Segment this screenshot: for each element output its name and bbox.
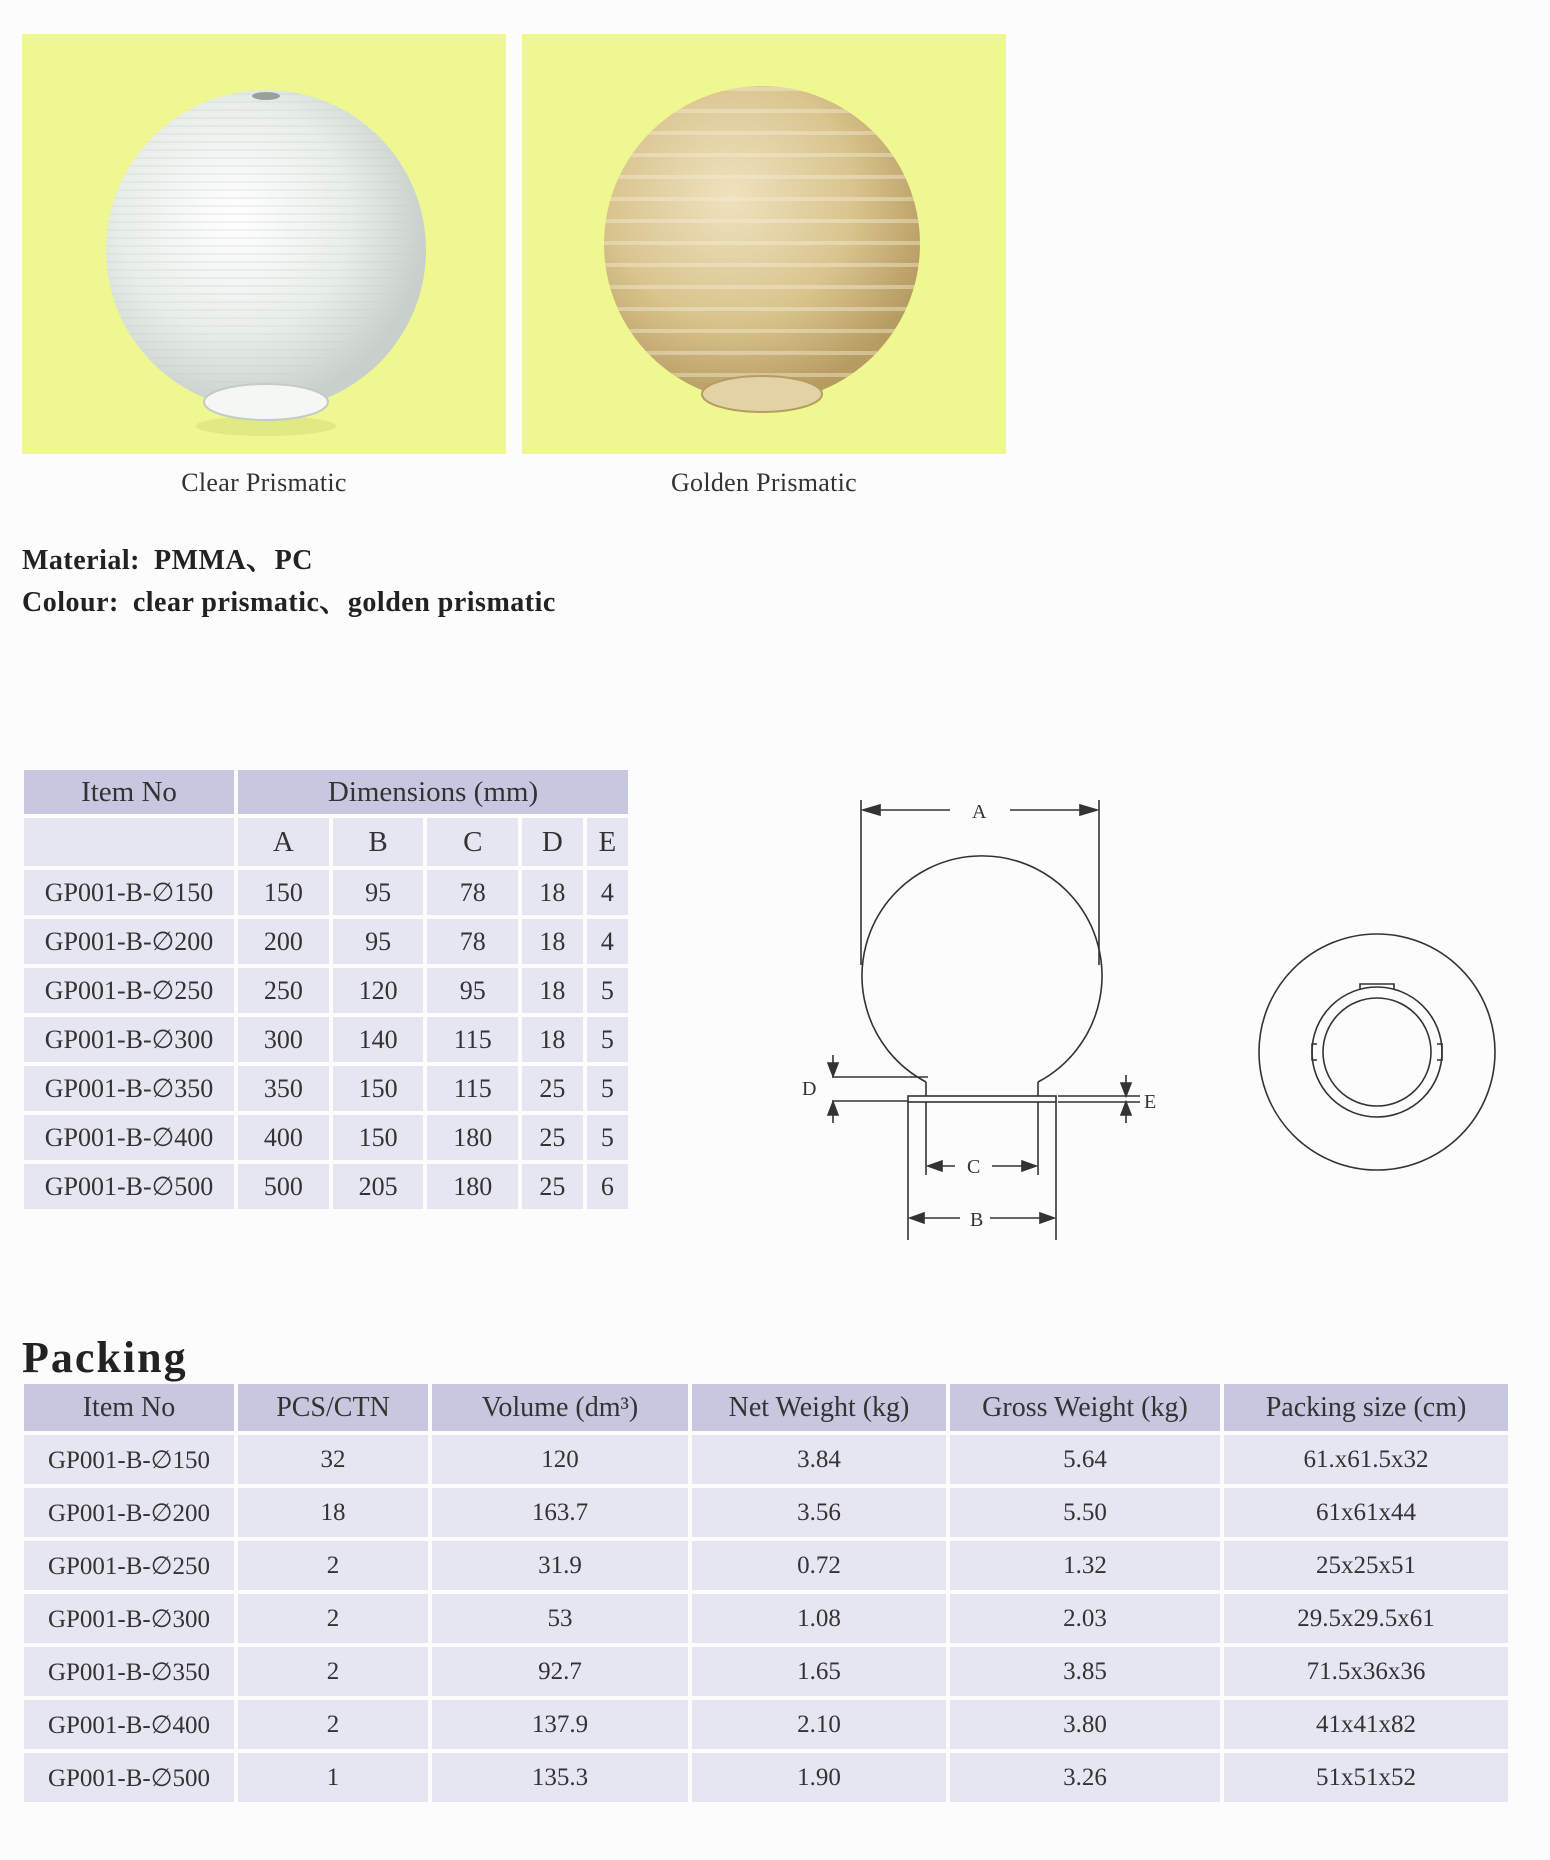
dim-e: 4	[587, 919, 628, 964]
label-e: E	[1144, 1091, 1157, 1113]
pack-volume: 163.7	[432, 1488, 688, 1537]
label-c: C	[967, 1156, 981, 1178]
dim-item-no: GP001-B-∅250	[24, 968, 234, 1013]
dim-header-item: Item No	[24, 770, 234, 814]
dim-col-a: A	[238, 818, 329, 866]
dim-a: 400	[238, 1115, 329, 1160]
table-row	[24, 1541, 1508, 1590]
pack-pcs: 1	[238, 1753, 428, 1802]
pack-net-weight: 1.65	[692, 1647, 946, 1696]
pack-header-net-weight: Net Weight (kg)	[692, 1384, 946, 1431]
packing-table	[20, 1380, 1512, 1806]
dim-c: 78	[427, 919, 518, 964]
pack-item-no: GP001-B-∅300	[24, 1594, 234, 1643]
pack-gross-weight: 1.32	[950, 1541, 1220, 1590]
dim-item-no: GP001-B-∅150	[24, 870, 234, 915]
dimensions-header-row	[24, 770, 628, 814]
golden-prismatic-caption: Golden Prismatic	[670, 468, 858, 497]
table-row	[24, 1488, 1508, 1537]
globe-side-view	[828, 800, 1140, 1240]
dim-d: 18	[522, 968, 582, 1013]
pack-header-packing-size: Packing size (cm)	[1224, 1384, 1508, 1431]
table-row	[24, 1435, 1508, 1484]
dim-d: 25	[522, 1066, 582, 1111]
clear-prismatic-caption: Clear Prismatic	[181, 468, 347, 497]
pack-header-pcs: PCS/CTN	[238, 1384, 428, 1431]
dim-d: 25	[522, 1115, 582, 1160]
dim-c: 115	[427, 1066, 518, 1111]
pack-item-no: GP001-B-∅200	[24, 1488, 234, 1537]
pack-size: 61x61x44	[1224, 1488, 1508, 1537]
dim-d: 25	[522, 1164, 582, 1209]
dim-col-d: D	[522, 818, 582, 866]
pack-volume: 92.7	[432, 1647, 688, 1696]
dim-e: 4	[587, 870, 628, 915]
dim-b: 150	[333, 1066, 424, 1111]
label-b: B	[970, 1209, 984, 1231]
pack-volume: 137.9	[432, 1700, 688, 1749]
dim-a: 200	[238, 919, 329, 964]
dim-a: 350	[238, 1066, 329, 1111]
dim-c: 180	[427, 1115, 518, 1160]
dim-col-e: E	[587, 818, 628, 866]
dim-item-no: GP001-B-∅350	[24, 1066, 234, 1111]
dim-a: 250	[238, 968, 329, 1013]
pack-pcs: 2	[238, 1541, 428, 1590]
pack-size: 71.5x36x36	[1224, 1647, 1508, 1696]
table-row	[24, 919, 628, 964]
material-value: PMMA、PC	[154, 545, 314, 576]
pack-size: 25x25x51	[1224, 1541, 1508, 1590]
table-row	[24, 1647, 1508, 1696]
dim-e: 5	[587, 968, 628, 1013]
dim-d: 18	[522, 919, 582, 964]
table-row	[24, 1115, 628, 1160]
dim-item-no: GP001-B-∅400	[24, 1115, 234, 1160]
colour-value: clear prismatic、golden prismatic	[132, 587, 556, 618]
pack-header-volume: Volume (dm³)	[432, 1384, 688, 1431]
table-row	[24, 1164, 628, 1209]
dim-item-no: GP001-B-∅200	[24, 919, 234, 964]
dim-c: 95	[427, 968, 518, 1013]
pack-item-no: GP001-B-∅400	[24, 1700, 234, 1749]
table-row	[24, 1594, 1508, 1643]
material-label: Material:	[22, 545, 140, 576]
dim-col-c: C	[427, 818, 518, 866]
dim-e: 6	[587, 1164, 628, 1209]
pack-pcs: 2	[238, 1594, 428, 1643]
pack-gross-weight: 3.26	[950, 1753, 1220, 1802]
pack-size: 61.x61.5x32	[1224, 1435, 1508, 1484]
pack-net-weight: 1.08	[692, 1594, 946, 1643]
pack-net-weight: 0.72	[692, 1541, 946, 1590]
dim-b: 150	[333, 1115, 424, 1160]
pack-size: 29.5x29.5x61	[1224, 1594, 1508, 1643]
globe-dimension-diagram	[780, 780, 1500, 1250]
table-row	[24, 968, 628, 1013]
dim-a: 150	[238, 870, 329, 915]
label-a: A	[972, 801, 987, 823]
dim-e: 5	[587, 1066, 628, 1111]
pack-gross-weight: 5.64	[950, 1435, 1220, 1484]
dim-e: 5	[587, 1115, 628, 1160]
pack-volume: 53	[432, 1594, 688, 1643]
pack-volume: 135.3	[432, 1753, 688, 1802]
dim-item-no: GP001-B-∅300	[24, 1017, 234, 1062]
table-row	[24, 870, 628, 915]
dim-subheader-empty	[24, 818, 234, 866]
golden-globe-photo	[522, 34, 1006, 454]
pack-volume: 31.9	[432, 1541, 688, 1590]
table-row	[24, 1700, 1508, 1749]
globe-bottom-view	[1259, 934, 1495, 1170]
pack-item-no: GP001-B-∅500	[24, 1753, 234, 1802]
dimensions-table	[20, 766, 632, 1213]
pack-pcs: 18	[238, 1488, 428, 1537]
pack-volume: 120	[432, 1435, 688, 1484]
table-row	[24, 1017, 628, 1062]
dim-c: 115	[427, 1017, 518, 1062]
clear-globe-illustration	[22, 34, 506, 454]
label-d: D	[802, 1078, 817, 1100]
dimensions-subheader-row	[24, 818, 628, 866]
pack-net-weight: 3.56	[692, 1488, 946, 1537]
table-row	[24, 1753, 1508, 1802]
pack-item-no: GP001-B-∅150	[24, 1435, 234, 1484]
packing-title: Packing	[22, 1333, 188, 1382]
pack-size: 41x41x82	[1224, 1700, 1508, 1749]
golden-globe-illustration	[522, 34, 1006, 454]
dim-c: 78	[427, 870, 518, 915]
dim-c: 180	[427, 1164, 518, 1209]
dim-a: 300	[238, 1017, 329, 1062]
pack-gross-weight: 5.50	[950, 1488, 1220, 1537]
pack-gross-weight: 2.03	[950, 1594, 1220, 1643]
pack-net-weight: 2.10	[692, 1700, 946, 1749]
pack-net-weight: 3.84	[692, 1435, 946, 1484]
pack-gross-weight: 3.80	[950, 1700, 1220, 1749]
dim-b: 95	[333, 919, 424, 964]
dim-col-b: B	[333, 818, 424, 866]
dim-e: 5	[587, 1017, 628, 1062]
table-row	[24, 1066, 628, 1111]
dim-b: 140	[333, 1017, 424, 1062]
dim-header-dimensions: Dimensions (mm)	[238, 770, 628, 814]
dim-b: 95	[333, 870, 424, 915]
pack-pcs: 32	[238, 1435, 428, 1484]
pack-gross-weight: 3.85	[950, 1647, 1220, 1696]
pack-header-gross-weight: Gross Weight (kg)	[950, 1384, 1220, 1431]
pack-item-no: GP001-B-∅350	[24, 1647, 234, 1696]
dim-b: 205	[333, 1164, 424, 1209]
clear-globe-photo	[22, 34, 506, 454]
pack-size: 51x51x52	[1224, 1753, 1508, 1802]
dim-b: 120	[333, 968, 424, 1013]
dim-item-no: GP001-B-∅500	[24, 1164, 234, 1209]
packing-header-row	[24, 1384, 1508, 1431]
colour-line	[22, 580, 556, 620]
dim-d: 18	[522, 1017, 582, 1062]
pack-net-weight: 1.90	[692, 1753, 946, 1802]
pack-item-no: GP001-B-∅250	[24, 1541, 234, 1590]
material-line	[22, 538, 313, 578]
pack-header-item: Item No	[24, 1384, 234, 1431]
pack-pcs: 2	[238, 1647, 428, 1696]
colour-label: Colour:	[22, 587, 119, 618]
dim-a: 500	[238, 1164, 329, 1209]
pack-pcs: 2	[238, 1700, 428, 1749]
dim-d: 18	[522, 870, 582, 915]
